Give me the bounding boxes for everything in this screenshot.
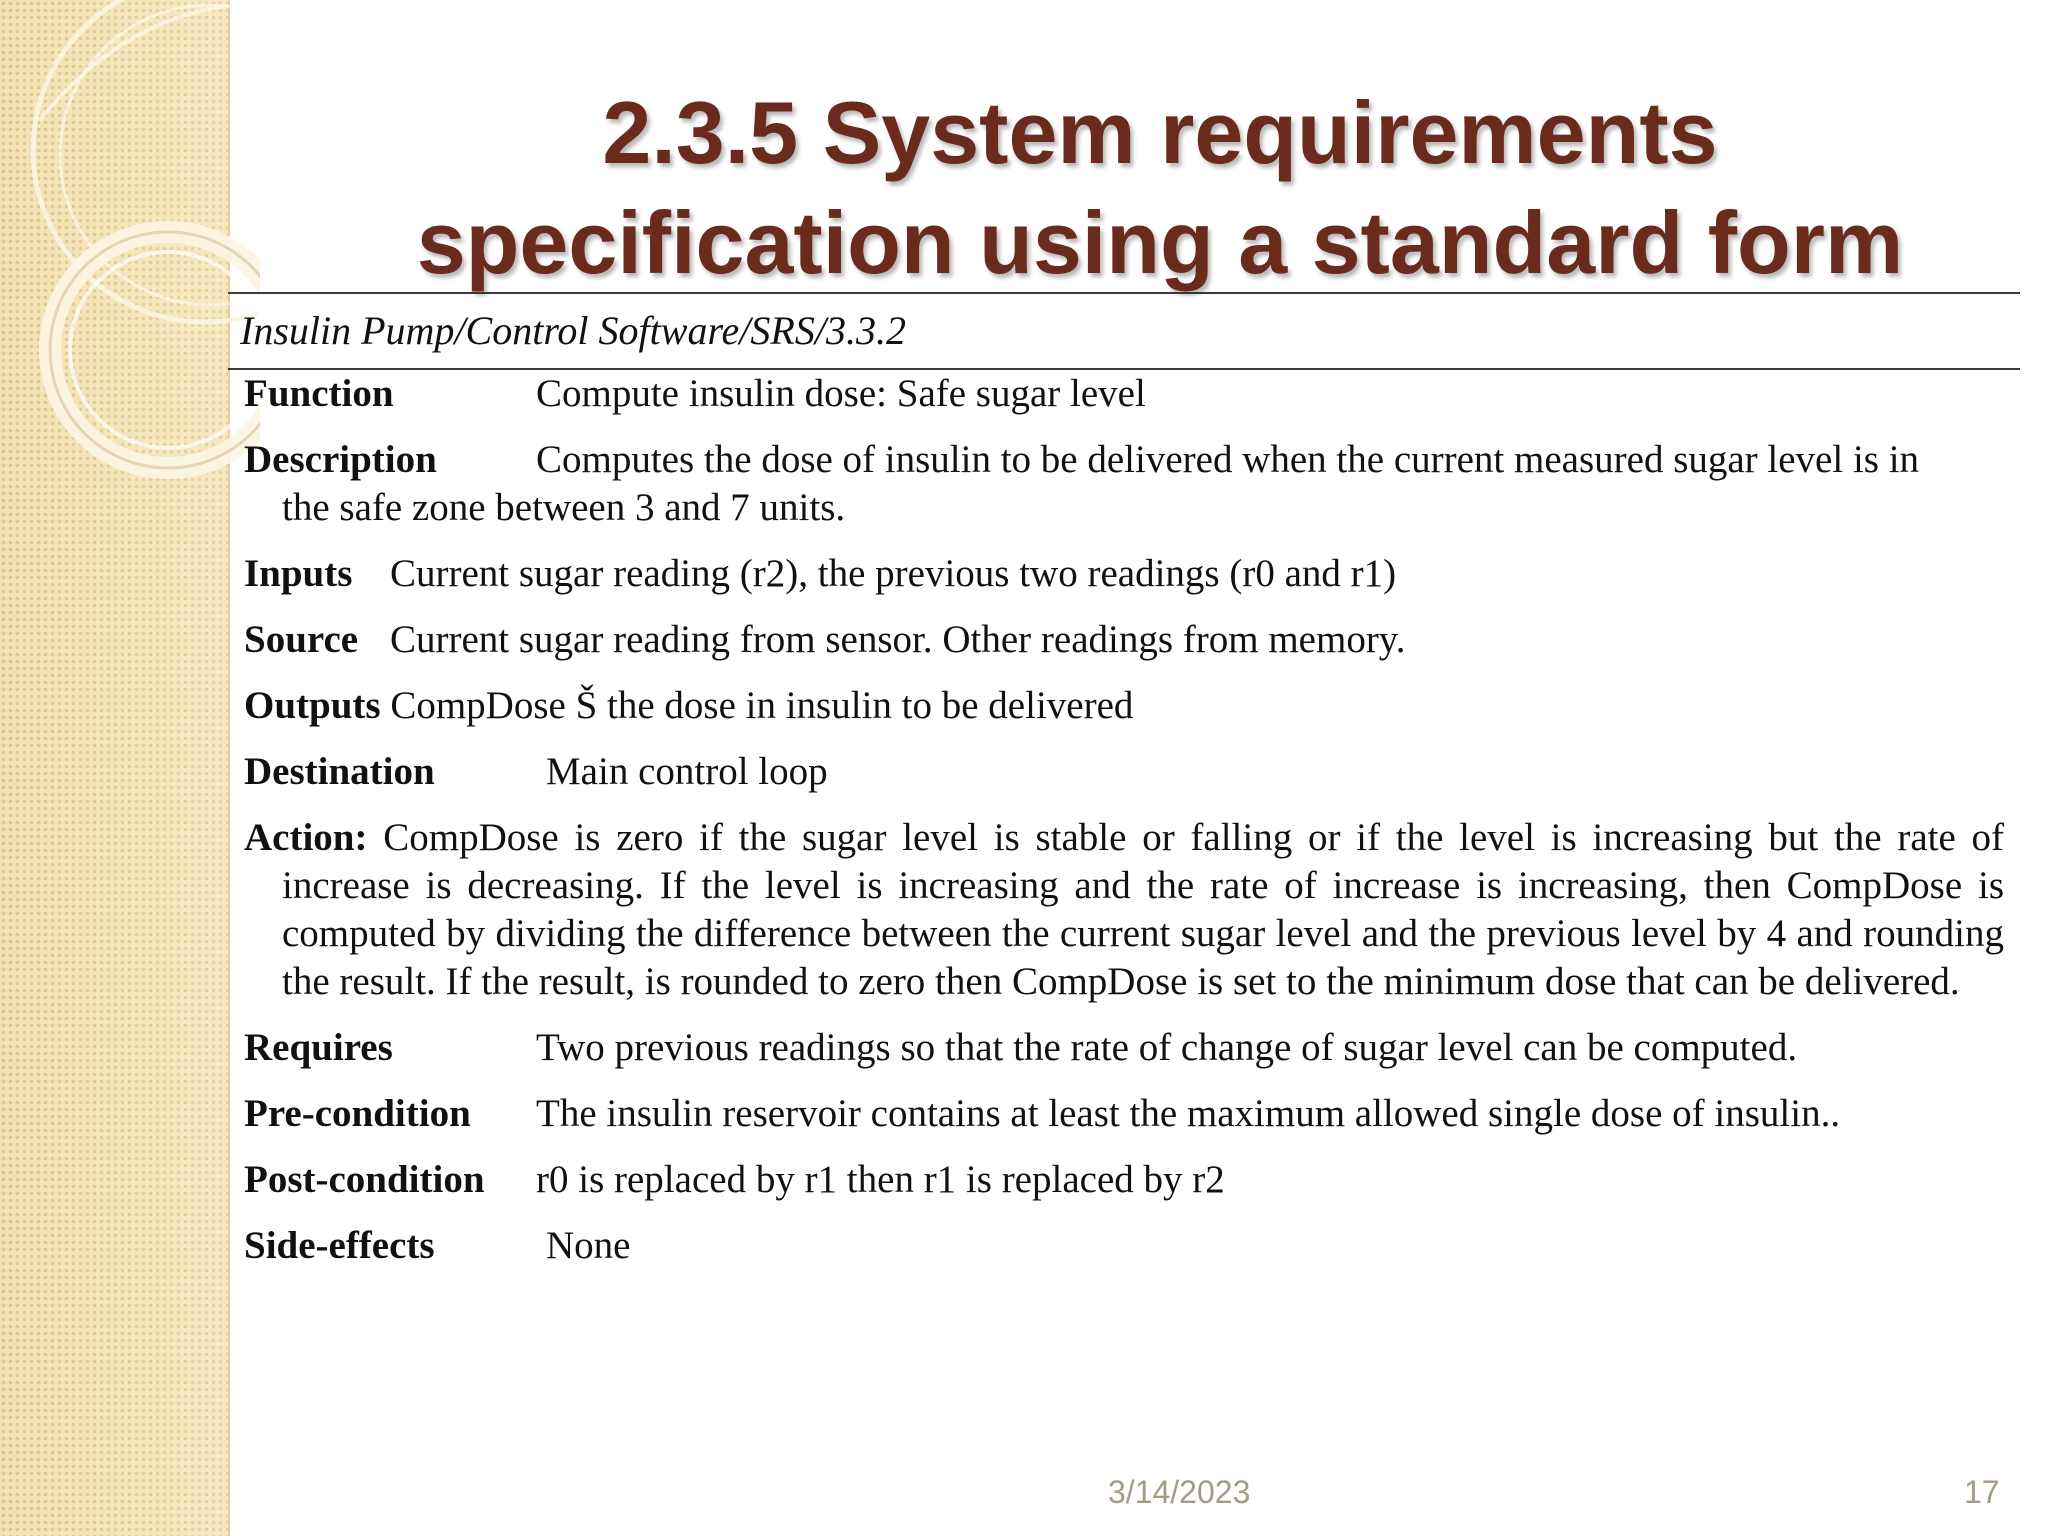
slide-title-line-2: specification using a standard form <box>416 193 1904 292</box>
action-label: Action: <box>244 816 368 859</box>
postcondition-label: Post-condition <box>244 1158 485 1201</box>
outputs-label: Outputs <box>244 684 381 727</box>
spec-description <box>244 436 2004 532</box>
spec-precondition <box>244 1090 2004 1138</box>
spec-sideeffects <box>244 1222 2004 1270</box>
source-value: Current sugar reading from sensor. Other readings from memory. <box>390 618 1406 661</box>
sideeffects-value: None <box>546 1224 631 1267</box>
requires-value: Two previous readings so that the rate of change of sugar level can be computed. <box>536 1026 1798 1069</box>
spec-inputs <box>244 550 2004 598</box>
description-value-line-1: Computes the dose of insulin to be delivered when the current measured sugar level is in <box>536 438 1920 481</box>
inputs-label: Inputs <box>244 552 353 595</box>
spec-action <box>244 814 2004 1006</box>
description-value-line-2: the safe zone between 3 and 7 units. <box>282 486 846 529</box>
spec-function <box>244 370 2004 418</box>
description-label: Description <box>244 438 437 481</box>
decorative-swirl <box>0 0 260 520</box>
outputs-value: CompDose Š the dose in insulin to be delivered <box>390 684 1134 727</box>
function-value: Compute insulin dose: Safe sugar level <box>536 372 1146 415</box>
spec-reference: Insulin Pump/Control Software/SRS/3.3.2 <box>240 308 906 353</box>
destination-value: Main control loop <box>546 750 828 793</box>
specification-form <box>244 366 2005 1267</box>
inputs-value: Current sugar reading (r2), the previous two readings (r0 and r1) <box>390 552 1397 595</box>
spec-source <box>244 616 2004 664</box>
postcondition-value: r0 is replaced by r1 then r1 is replaced by r2 <box>536 1158 1225 1201</box>
spec-requires <box>244 1024 2004 1072</box>
slide-number: 17 <box>1964 1474 2000 1510</box>
destination-label: Destination <box>244 750 435 793</box>
precondition-label: Pre-condition <box>244 1092 471 1135</box>
slide-title-line-1: 2.3.5 System requirements <box>602 83 1718 182</box>
function-label: Function <box>244 372 394 415</box>
decorative-sidebar <box>0 0 230 1536</box>
source-label: Source <box>244 618 359 661</box>
spec-outputs <box>244 682 2004 730</box>
slide-title <box>300 78 2020 298</box>
sideeffects-label: Side-effects <box>244 1224 435 1267</box>
precondition-value: The insulin reservoir contains at least the maximum allowed single dose of insulin.. <box>536 1092 1841 1135</box>
action-value: CompDose is zero if the sugar level is stable or falling or if the level is increasing but the rate of increase is decreasing. If the level is increasing and the rate of increase is increasing, then CompDose is computed by dividing the difference between the current sugar level and the previous level by 4 and rounding the result. If the result, is rounded to zero then CompDose is set to the minimum dose that can be delivered. <box>282 816 2005 1003</box>
spec-destination <box>244 748 2004 796</box>
requires-label: Requires <box>244 1026 393 1069</box>
footer-date: 3/14/2023 <box>1108 1474 1251 1510</box>
spec-postcondition <box>244 1156 2004 1204</box>
table-top-rule <box>228 292 2020 294</box>
